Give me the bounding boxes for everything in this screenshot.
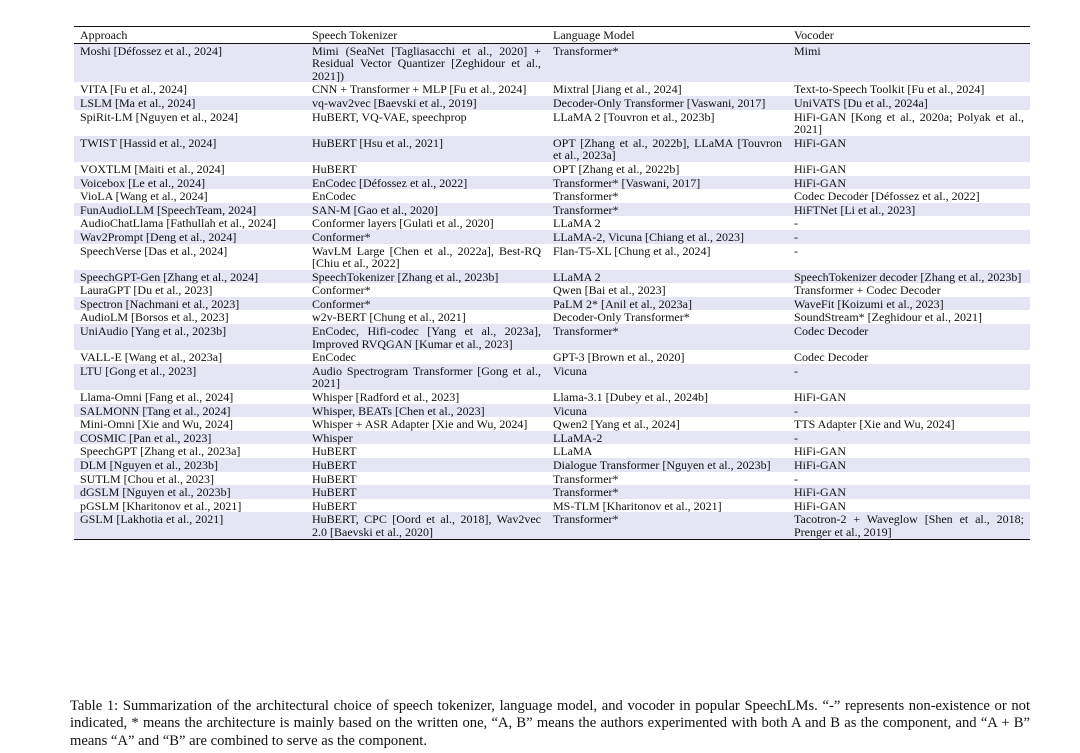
cell-speech-tokenizer: Conformer* [312, 296, 371, 311]
table-row [74, 43, 1030, 82]
cell-approach: AudioLM [Borsos et al., 2023] [80, 310, 229, 325]
cell-speech-tokenizer: Conformer* [312, 229, 371, 244]
table-row [74, 270, 1030, 284]
cell-speech-tokenizer: EnCodec [312, 189, 356, 204]
cell-language-model: Transformer* [553, 324, 619, 339]
cell-language-model: Flan-T5-XL [Chung et al., 2024] [553, 243, 711, 258]
cell-approach: Spectron [Nachmani et al., 2023] [80, 296, 240, 311]
table-row [74, 176, 1030, 190]
cell-approach: VioLA [Wang et al., 2024] [80, 189, 208, 204]
cell-vocoder: - [794, 363, 798, 378]
cell-vocoder: HiFi-GAN [Kong et al., 2020a; Polyak et al., 2021] [794, 109, 1024, 137]
cell-approach: VITA [Fu et al., 2024] [80, 82, 188, 97]
cell-language-model: LLaMA 2 [553, 269, 601, 284]
cell-vocoder: Codec Decoder [Défossez et al., 2022] [794, 189, 980, 204]
cell-speech-tokenizer: EnCodec [312, 350, 356, 365]
cell-speech-tokenizer: w2v-BERT [Chung et al., 2021] [312, 310, 466, 325]
table-row [74, 390, 1030, 404]
cell-speech-tokenizer: HuBERT [312, 161, 357, 176]
cell-approach: Llama-Omni [Fang et al., 2024] [80, 390, 234, 405]
cell-language-model: LLaMA [553, 444, 593, 459]
cell-language-model: Llama-3.1 [Dubey et al., 2024b] [553, 390, 708, 405]
cell-approach: SpeechGPT [Zhang et al., 2023a] [80, 444, 241, 459]
cell-speech-tokenizer: Whisper [312, 430, 353, 445]
table-row [74, 162, 1030, 176]
cell-vocoder: TTS Adapter [Xie and Wu, 2024] [794, 417, 955, 432]
table-row [74, 136, 1030, 162]
cell-approach: Wav2Prompt [Deng et al., 2024] [80, 229, 237, 244]
cell-speech-tokenizer: HuBERT [312, 471, 357, 486]
table-row [74, 512, 1030, 539]
cell-language-model: Dialogue Transformer [Nguyen et al., 2023b] [553, 458, 771, 472]
cell-vocoder: - [794, 430, 798, 445]
table-row [74, 189, 1030, 203]
cell-vocoder: HiFi-GAN [794, 458, 847, 472]
cell-approach: FunAudioLLM [SpeechTeam, 2024] [80, 202, 257, 217]
cell-speech-tokenizer: HuBERT [312, 485, 357, 500]
cell-vocoder: Transformer + Codec Decoder [794, 283, 941, 298]
cell-speech-tokenizer: Audio Spectrogram Transformer [Gong et al., 2021] [312, 363, 541, 391]
cell-language-model: PaLM 2* [Anil et al., 2023a] [553, 296, 692, 311]
cell-speech-tokenizer: Whisper [Radford et al., 2023] [312, 390, 460, 405]
cell-vocoder: UniVATS [Du et al., 2024a] [794, 95, 928, 110]
cell-approach: DLM [Nguyen et al., 2023b] [80, 458, 218, 472]
cell-vocoder: - [794, 471, 798, 486]
cell-vocoder: SoundStream* [Zeghidour et al., 2021] [794, 310, 982, 325]
cell-approach: VALL-E [Wang et al., 2023a] [80, 350, 223, 365]
cell-approach: LSLM [Ma et al., 2024] [80, 95, 196, 110]
cell-vocoder: Codec Decoder [794, 324, 869, 339]
table-row [74, 431, 1030, 445]
table-row [74, 404, 1030, 418]
table-row [74, 244, 1030, 270]
table-row [74, 324, 1030, 350]
cell-speech-tokenizer: Conformer* [312, 283, 371, 298]
cell-approach: LauraGPT [Du et al., 2023] [80, 283, 213, 298]
cell-approach: SALMONN [Tang et al., 2024] [80, 403, 231, 418]
cell-language-model: Decoder-Only Transformer* [553, 310, 690, 325]
cell-speech-tokenizer: CNN + Transformer + MLP [Fu et al., 2024] [312, 82, 527, 97]
table-header [74, 27, 1030, 44]
cell-language-model: Transformer* [553, 189, 619, 204]
table-row [74, 364, 1030, 390]
cell-speech-tokenizer: HuBERT [Hsu et al., 2021] [312, 135, 444, 150]
header-approach: Approach [80, 28, 128, 42]
cell-language-model: GPT-3 [Brown et al., 2020] [553, 350, 685, 365]
cell-language-model: Qwen2 [Yang et al., 2024] [553, 417, 680, 432]
cell-language-model: LLaMA 2 [553, 216, 601, 231]
cell-language-model: OPT [Zhang et al., 2022b], LLaMA [Touvron et al., 2023a] [553, 135, 782, 163]
cell-vocoder: - [794, 243, 798, 258]
cell-speech-tokenizer: HuBERT, CPC [Oord et al., 2018], Wav2vec 2.0 [Baevski et al., 2020] [312, 512, 541, 539]
cell-speech-tokenizer: SAN-M [Gao et al., 2020] [312, 202, 438, 217]
table-row [74, 203, 1030, 217]
table-row [74, 499, 1030, 513]
cell-vocoder: Tacotron-2 + Waveglow [Shen et al., 2018; Prenger et al., 2019] [794, 512, 1024, 539]
cell-vocoder: - [794, 229, 798, 244]
cell-vocoder: Mimi [794, 43, 821, 58]
cell-vocoder: SpeechTokenizer decoder [Zhang et al., 2023b] [794, 269, 1022, 284]
cell-vocoder: WaveFit [Koizumi et al., 2023] [794, 296, 944, 311]
cell-speech-tokenizer: HuBERT, VQ-VAE, speechprop [312, 109, 467, 124]
header-row [74, 27, 1030, 44]
cell-approach: dGSLM [Nguyen et al., 2023b] [80, 485, 231, 500]
cell-approach: Moshi [Défossez et al., 2024] [80, 43, 222, 58]
cell-speech-tokenizer: HuBERT [312, 458, 357, 472]
cell-language-model: LLaMA-2 [553, 430, 603, 445]
table-body [74, 43, 1030, 539]
cell-language-model: Transformer* [553, 485, 619, 500]
cell-approach: SUTLM [Chou et al., 2023] [80, 471, 214, 486]
cell-speech-tokenizer: Conformer layers [Gulati et al., 2020] [312, 216, 494, 231]
cell-vocoder: Text-to-Speech Toolkit [Fu et al., 2024] [794, 82, 985, 97]
cell-language-model: Transformer* [553, 512, 619, 527]
cell-vocoder: - [794, 216, 798, 231]
table-row [74, 310, 1030, 324]
cell-approach: Voicebox [Le et al., 2024] [80, 175, 206, 190]
cell-vocoder: HiFi-GAN [794, 161, 847, 176]
cell-language-model: Transformer* [553, 471, 619, 486]
cell-speech-tokenizer: WavLM Large [Chen et al., 2022a], Best-RQ [Chiu et al., 2022] [312, 243, 541, 271]
cell-approach: Mini-Omni [Xie and Wu, 2024] [80, 417, 233, 432]
cell-approach: UniAudio [Yang et al., 2023b] [80, 324, 227, 339]
cell-approach: TWIST [Hassid et al., 2024] [80, 135, 217, 150]
cell-speech-tokenizer: HuBERT [312, 444, 357, 459]
cell-approach: COSMIC [Pan et al., 2023] [80, 430, 212, 445]
table-row [74, 297, 1030, 311]
table-row [74, 458, 1030, 472]
table-row [74, 216, 1030, 230]
cell-speech-tokenizer: EnCodec [Défossez et al., 2022] [312, 175, 468, 190]
cell-vocoder: HiFi-GAN [794, 135, 847, 150]
cell-language-model: Vicuna [553, 403, 587, 418]
cell-vocoder: HiFi-GAN [794, 444, 847, 459]
cell-vocoder: HiFTNet [Li et al., 2023] [794, 202, 916, 217]
table-row [74, 96, 1030, 110]
cell-language-model: Transformer* [553, 202, 619, 217]
cell-approach: pGSLM [Kharitonov et al., 2021] [80, 498, 242, 513]
cell-vocoder: - [794, 403, 798, 418]
table-row [74, 485, 1030, 499]
cell-speech-tokenizer: vq-wav2vec [Baevski et al., 2019] [312, 95, 477, 110]
cell-speech-tokenizer: HuBERT [312, 498, 357, 513]
cell-approach: SpeechVerse [Das et al., 2024] [80, 243, 228, 258]
table-row [74, 82, 1030, 96]
cell-approach: SpiRit-LM [Nguyen et al., 2024] [80, 109, 238, 124]
header-vocoder: Vocoder [794, 28, 834, 42]
cell-vocoder: HiFi-GAN [794, 498, 847, 513]
table-row [74, 230, 1030, 244]
cell-language-model: Qwen [Bai et al., 2023] [553, 283, 666, 298]
cell-approach: GSLM [Lakhotia et al., 2021] [80, 512, 224, 527]
cell-speech-tokenizer: EnCodec, Hifi-codec [Yang et al., 2023a], Improved RVQGAN [Kumar et al., 2023] [312, 324, 541, 351]
table-caption: Table 1: Summarization of the architectural choice of speech tokenizer, language model, and vocoder in popular SpeechLMs. “-” represents non-existence or not indicated, * means the architecture is mainly based on the written one, “A, B” means the authors experimented with both A and B as the component, and “A + B” means “A” and “B” are combined to serve as the component. [70, 697, 1030, 749]
cell-language-model: MS-TLM [Kharitonov et al., 2021] [553, 498, 722, 513]
cell-approach: VOXTLM [Maiti et al., 2024] [80, 161, 225, 176]
header-speech-tokenizer: Speech Tokenizer [312, 28, 398, 42]
cell-vocoder: HiFi-GAN [794, 390, 847, 405]
cell-language-model: OPT [Zhang et al., 2022b] [553, 161, 680, 176]
cell-vocoder: HiFi-GAN [794, 175, 847, 190]
table-row [74, 350, 1030, 364]
table-row [74, 110, 1030, 136]
cell-language-model: LLaMA 2 [Touvron et al., 2023b] [553, 109, 715, 124]
cell-speech-tokenizer: Whisper + ASR Adapter [Xie and Wu, 2024] [312, 417, 528, 432]
header-language-model: Language Model [553, 28, 635, 42]
cell-approach: SpeechGPT-Gen [Zhang et al., 2024] [80, 269, 259, 284]
table-row [74, 283, 1030, 297]
table-row [74, 417, 1030, 431]
cell-language-model: Transformer* [Vaswani, 2017] [553, 175, 701, 190]
cell-language-model: Vicuna [553, 363, 587, 378]
cell-language-model: Decoder-Only Transformer [Vaswani, 2017] [553, 95, 766, 110]
table-row [74, 444, 1030, 458]
cell-approach: LTU [Gong et al., 2023] [80, 363, 197, 378]
cell-approach: AudioChatLlama [Fathullah et al., 2024] [80, 216, 276, 231]
cell-speech-tokenizer: SpeechTokenizer [Zhang et al., 2023b] [312, 269, 499, 284]
cell-language-model: Mixtral [Jiang et al., 2024] [553, 82, 682, 97]
cell-speech-tokenizer: Whisper, BEATs [Chen et al., 2023] [312, 403, 485, 418]
cell-language-model: LLaMA-2, Vicuna [Chiang et al., 2023] [553, 229, 745, 244]
cell-vocoder: HiFi-GAN [794, 485, 847, 500]
summary-table [74, 26, 1030, 540]
table-row [74, 472, 1030, 486]
cell-speech-tokenizer: Mimi (SeaNet [Tagliasacchi et al., 2020] + Residual Vector Quantizer [Zeghidour et al., 2021]) [312, 43, 541, 83]
cell-language-model: Transformer* [553, 43, 619, 58]
cell-vocoder: Codec Decoder [794, 350, 869, 365]
